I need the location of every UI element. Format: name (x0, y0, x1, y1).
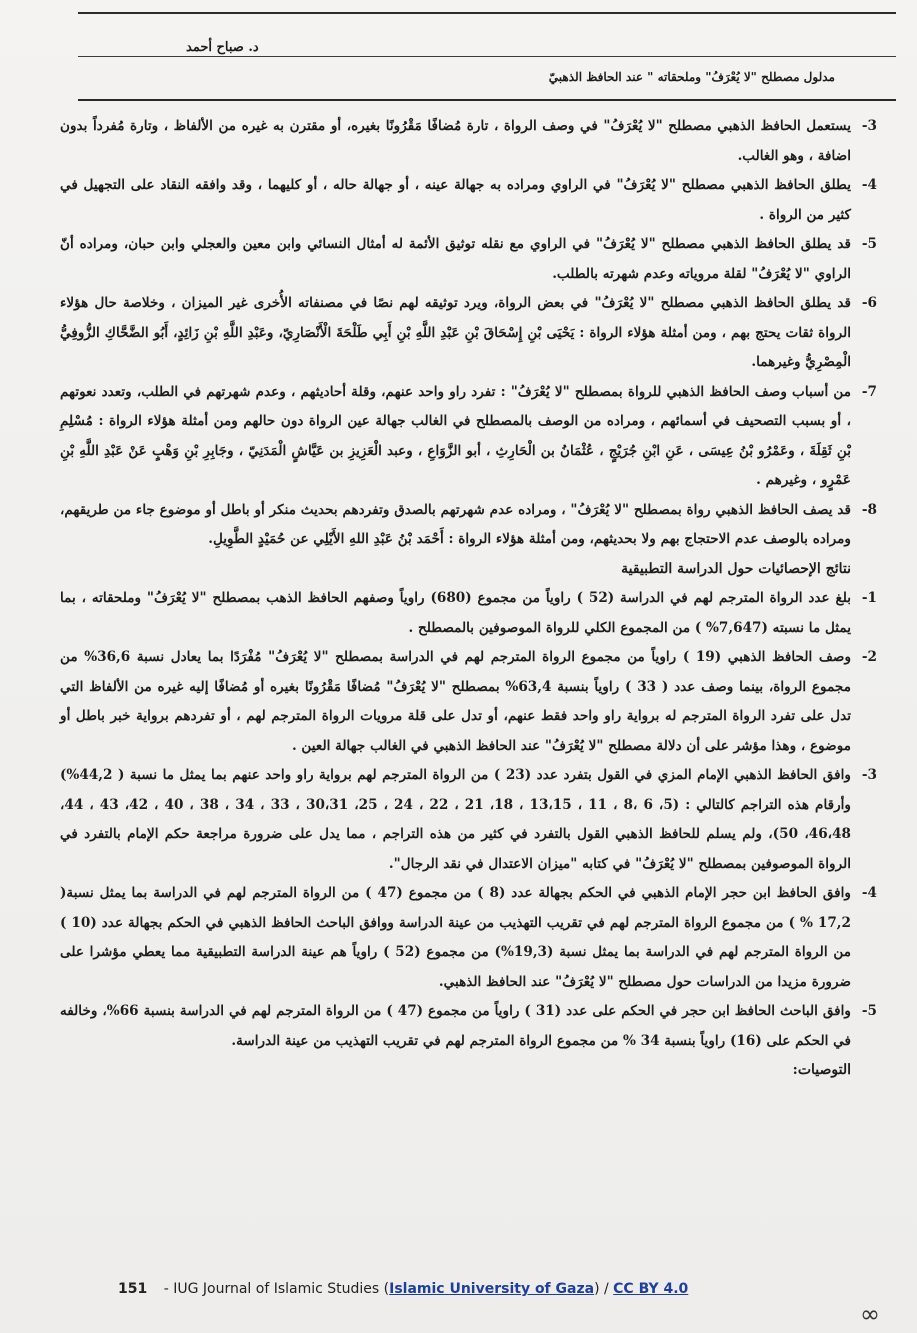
list-item (60, 230, 877, 289)
author-name: د. صباح أحمد (186, 40, 259, 55)
item-number: 6- (861, 295, 877, 311)
item-number: 8- (861, 501, 877, 518)
item-number: 3- (861, 118, 877, 134)
running-title: مدلول مصطلح "لا يُعْرَفُ" وملحقاته " عند الحافظ الذهبيّ (548, 70, 835, 84)
list-item (60, 378, 877, 496)
section-heading-recommendations: التوصيات: (792, 1062, 851, 1078)
item-text: قد يطلق الحافظ الذهبي مصطلح "لا يُعْرَفُ" في الراوي مع نقله توثيق الأئمة له أمثال النسائي وابن معين والعجلي وابن حبان، ومراده أنّ الراوي "لا يُعْرَفُ" لقلة مروياته وعدم شهرته بالطلب. (60, 236, 851, 282)
item-text: قد يطلق الحافظ الذهبي مصطلح "لا يُعْرَفُ" في بعض الرواة، ويرد توثيقه لهم نصًا في مصنفاته الأُخرى غير الميزان ، وخلاصة حال هؤلاء الرواة ثقات يحتج بهم ، ومن أمثلة هؤلاء الرواة : يَحْيَى بْنِ إِسْحَاقَ بْنِ عَبْدِ اللَّهِ بْنِ أَبِي طَلْحَةَ الْأَنْصَارِيّ، وعَبْدِ اللَّهِ بْنِ زَائِدٍ، أَبُو الضَّحَّاكِ الزُّوفِيُّ الْمِصْرِيُّ وغيرهما. (60, 295, 851, 370)
item-text: يستعمل الحافظ الذهبي مصطلح "لا يُعْرَفُ" في وصف الرواة ، تارة مُضافًا مَقْرُونًا بغيره، أو مقترن به غيره من الألفاظ ، وتارة مُفرداً بدون اضافة ، وهو الغالب. (60, 118, 851, 164)
page-body (60, 112, 877, 1086)
item-number: 5- (861, 236, 877, 252)
stats-item (60, 879, 877, 997)
item-text: وصف الحافظ الذهبي (19 ) راوياً من مجموع الرواة المترجم لهم في الدراسة بمصطلح "لا يُعْرَفُ" مُفْرَدًا بما يعادل نسبة 36,6% من مجموع الرواة، بينما وصف عدد ( 33 ) راوياً بنسبة 63,4% بمصطلح "لا يُعْرَفُ" مُضافًا مَقْرُونًا بغيره أو مُضافًا إليه غيره من الألفاظ التي تدل على تفرد الرواة المترجم له برواية راو واحد فقط عنهم، أو تدل على قلة مرويات الرواة المترجم لهم ، أو تفردهم برواية خبر باطل أو موضوع ، وهذا مؤشر على أن دلالة مصطلح "لا يُعْرَفُ" عند الحافظ الذهبي في الغالب جهالة العين . (60, 649, 852, 754)
item-text: وافق الباحث الحافظ ابن حجر في الحكم على عدد (31 ) راوياً من مجموع (47 ) من الرواة المترجم لهم في الدراسة بنسبة 66%، وخالفه في الحكم على (16) راوياً بنسبة 34 % من مجموع الرواة المترجم لهم في تقريب التهذيب من عينة الدراسة. (60, 1003, 851, 1049)
item-number: 5- (861, 1003, 877, 1019)
list-item (60, 496, 877, 555)
infinity-icon: ∞ (860, 1300, 880, 1328)
item-number: 7- (861, 383, 877, 400)
footer-separator: - (163, 1281, 169, 1297)
item-text: وافق الحافظ الذهبي الإمام المزي في القول بتفرد عدد (23 ) من الرواة المترجم لهم برواية راو واحد عنهم بما يمثل ما نسبة ( 44,2%) وأرقام هذه التراجم كالتالي : (5، 6 ،8 ، 11 ، 13،15 ، 18، 21 ، 22 ، 24 ، 25، 30،31 ، 33 ، 34 ، 38 ، 40 ، 42، 43 ، 44، 46،48، 50)، ولم يسلم للحافظ الذهبي القول بالتفرد في كثير من هذه التراجم ، مما يدل على ضرورة مراجعة حكم الإمام بالتفرد في الرواة الموصوفين بمصطلح "لا يُعْرَفُ" في كتابه "ميزان الاعتدال في نقد الرجال". (60, 767, 851, 872)
item-text: من أسباب وصف الحافظ الذهبي للرواة بمصطلح "لا يُعْرَفُ" : تفرد راو واحد عنهم، وقلة أحاديثهم ، وعدم شهرتهم في الطلب، وتعدد نعوتهم ، أو بسبب التصحيف في أسمائهم ، ومراده من الوصف بالمصطلح في الغالب جهالة عين الرواة دون حالهم ومن أمثلة هؤلاء الرواة : مُسْلِمِ بْنِ ثَقِلَةَ ، وعَمْرُو بْنُ عِيسَى ، عَنِ ابْنِ جُرَيْجٍ ، عُثْمَانُ بن الْحَارِثِ ، أبو الزَّوَاعِ ، وعبد الْعَزِيزِ بن عَيَّاشٍ الْمَدَنِيّ ، وجَابِرِ بْنِ وَهْبٍ عَنْ عَبْدِ اللَّهِ بْنِ عَمْرٍو ، وغيرهم . (60, 383, 851, 488)
section-heading-statistics: نتائج الإحصائيات حول الدراسة التطبيقية (621, 560, 851, 577)
footer-slash: ) / (594, 1281, 614, 1297)
university-link[interactable]: Islamic University of Gaza (389, 1281, 595, 1297)
license-link[interactable]: CC BY 4.0 (613, 1281, 689, 1297)
journal-name: IUG Journal of Islamic Studies ( (173, 1281, 390, 1297)
item-number: 3- (861, 767, 877, 783)
page-footer (118, 1281, 688, 1297)
item-text: بلغ عدد الرواة المترجم لهم في الدراسة (52 ) راوياً من مجموع (680) راوياً وصفهم الحافظ الذهب بمصطلح "لا يُعْرَفُ" وملحقاته ، بما يمثل ما نسبته (7,647% ) من المجموع الكلي للرواة الموصوفين بالمصطلح . (60, 590, 851, 636)
item-text: قد يصف الحافظ الذهبي رواة بمصطلح "لا يُعْرَفُ" ، ومراده عدم شهرتهم بالصدق وتفردهم بحديث منكر أو باطل أو موضوع جاء من طريقهم، ومراده بالوصف عدم الاحتجاج بهم ولا بحديثهم، ومن أمثلة هؤلاء الرواة : أَحْمَد بْنُ عَبْدِ اللهِ الأَيْلِي عن حُمَيْدٍ الطَّوِيلِ. (60, 501, 851, 547)
list-item (60, 112, 877, 171)
item-text: يطلق الحافظ الذهبي مصطلح "لا يُعْرَفُ" في الراوي ومراده به جهالة عينه ، أو جهالة حاله ، أو كليهما ، وقد وافقه النقاد على التجهيل في كثير من الرواة . (60, 177, 851, 223)
page-number: 151 (118, 1281, 148, 1297)
stats-item (60, 643, 877, 761)
list-item (60, 289, 877, 378)
item-number: 4- (861, 885, 877, 901)
header-rule-middle (78, 56, 896, 57)
item-number: 4- (861, 177, 877, 193)
item-text: وافق الحافظ ابن حجر الإمام الذهبي في الحكم بجهالة عدد (8 ) من مجموع (47 ) من الرواة المترجم لهم في الدراسة بما يمثل نسبة( 17,2 % ) من مجموع الرواة المترجم لهم في تقريب التهذيب من عينة الدراسة ووافق الباحث الحافظ الذهبي في الحكم بجهالة عدد (10 ) من الرواة المترجم لهم في الدراسة بما يمثل نسبة (19,3%) من مجموع (52 ) راوياً هم عينة الدراسة التطبيقية مما يعطي مؤشرا على ضرورة مزيدا من الدراسات حول مصطلح "لا يُعْرَفُ" عند الحافظ الذهبي. (60, 885, 852, 990)
item-number: 1- (861, 590, 877, 606)
item-number: 2- (861, 649, 877, 665)
list-item (60, 171, 877, 230)
stats-item (60, 584, 877, 643)
stats-item (60, 761, 877, 879)
header-rule-top (78, 12, 896, 14)
stats-item (60, 997, 877, 1056)
header-rule-bottom (78, 99, 896, 101)
